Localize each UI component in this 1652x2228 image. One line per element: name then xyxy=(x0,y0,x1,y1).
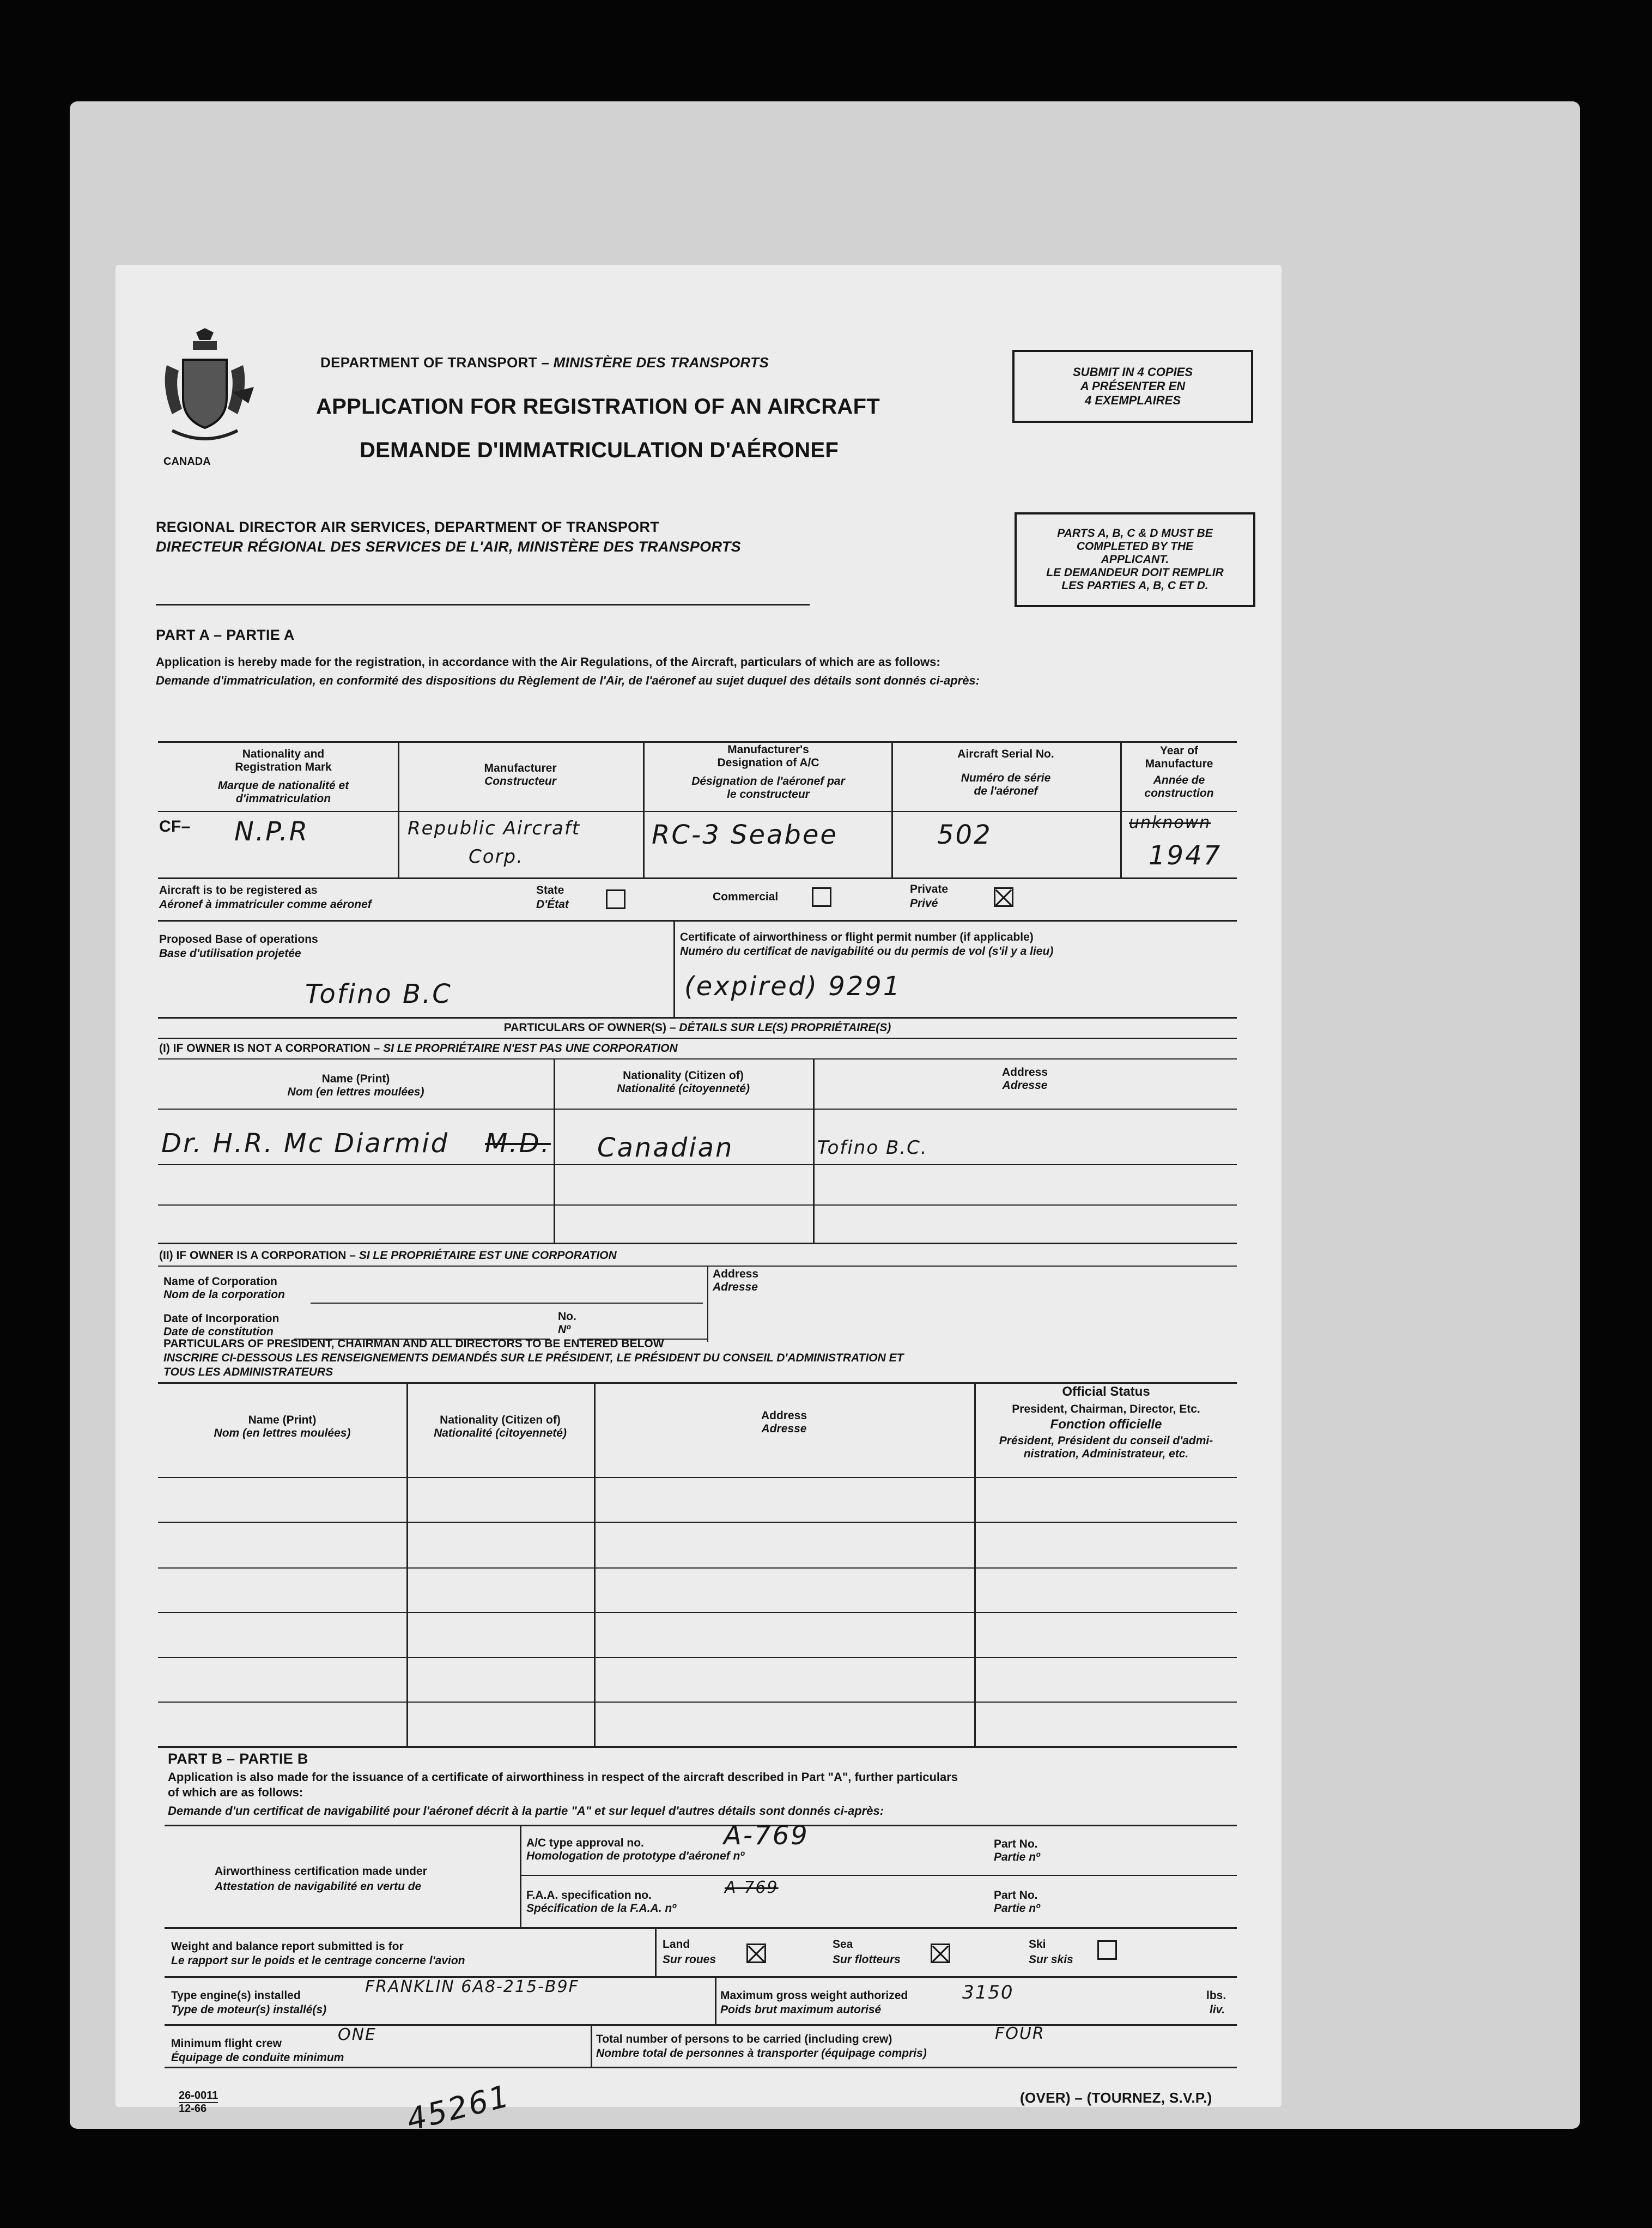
form-number: 26-0011 xyxy=(179,2090,218,2103)
registered-as-fr: Aéronef à immatriculer comme aéronef xyxy=(159,898,372,911)
weight-col xyxy=(655,1927,657,1977)
weight-label-fr: Le rapport sur le poids et le centrage concerne l'avion xyxy=(171,1954,465,1967)
submit-line-1: SUBMIT IN 4 COPIES xyxy=(1072,365,1193,379)
land-checkbox[interactable] xyxy=(746,1944,766,1963)
year-struck-value: unknown xyxy=(1129,813,1211,832)
faa-label-fr: Spécification de la F.A.A. nº xyxy=(526,1902,676,1915)
submit-copies-box xyxy=(1012,350,1253,423)
owner-address-header-en: Address xyxy=(1001,1066,1048,1079)
reg-mark-value: N.P.R xyxy=(234,816,309,847)
corp-heading xyxy=(159,1249,617,1262)
manufacturer-value-2: Corp. xyxy=(469,846,524,868)
part-no-label-2-fr: Partie nº xyxy=(994,1902,1040,1915)
department-en: DEPARTMENT OF TRANSPORT – xyxy=(320,354,554,371)
cert-label-en: Certificate of airworthiness or flight permit number (if applicable) xyxy=(680,931,1034,943)
dir-status-fr: Fonction officielle xyxy=(1050,1417,1162,1432)
dir-status-header xyxy=(975,1385,1237,1461)
liv-label: liv. xyxy=(1210,2003,1225,2016)
weight-row-bottom xyxy=(165,1976,1237,1978)
aircraft-table-bottom xyxy=(158,877,1237,879)
engine-label-fr: Type de moteur(s) installé(s) xyxy=(171,2003,327,2016)
sea-label-fr: Sur flotteurs xyxy=(833,1953,901,1966)
dir-nationality-header-fr: Nationalité (citoyenneté) xyxy=(434,1427,567,1439)
corp-heading-fr: SI LE PROPRIÉTAIRE EST UNE CORPORATION xyxy=(359,1249,617,1262)
not-corp-heading xyxy=(159,1042,678,1055)
part-no-label-1-fr: Partie nº xyxy=(994,1851,1040,1863)
owners-row-line xyxy=(158,1164,1237,1165)
incorp-no-label: No. xyxy=(558,1310,576,1323)
parts-line-2: COMPLETED BY THE xyxy=(1076,540,1194,553)
col-designation xyxy=(654,743,883,801)
col-year xyxy=(1123,744,1235,800)
base-row-bottom xyxy=(158,1017,1237,1019)
persons-label-fr: Nombre total de personnes à transporter (équipage compris) xyxy=(596,2047,927,2060)
land-label: Land xyxy=(663,1938,690,1951)
directors-row-line xyxy=(158,1612,1237,1613)
corp-name-label-fr: Nom de la corporation xyxy=(163,1288,285,1301)
directors-header-bottom xyxy=(158,1477,1237,1478)
directors-row-line xyxy=(158,1567,1237,1569)
country-label: CANADA xyxy=(163,456,211,468)
dir-name-header-fr: Nom (en lettres moulées) xyxy=(214,1427,351,1439)
part-b-intro-en-1: Application is also made for the issuance of a certificate of airworthiness in respect of the aircraft described in Part "A", further particulars xyxy=(168,1770,958,1784)
faa-value: A-769 xyxy=(725,1878,779,1897)
ski-checkbox[interactable] xyxy=(1097,1940,1117,1960)
incorp-label-fr: Date de constitution xyxy=(163,1325,274,1338)
directors-heading-fr-2: TOUS LES ADMINISTRATEURS xyxy=(163,1366,333,1378)
file-number: 45261 xyxy=(403,2078,514,2139)
base-value: Tofino B.C xyxy=(305,979,452,1009)
owner-name-header-en: Name (Print) xyxy=(321,1073,390,1085)
owner-name-header xyxy=(158,1073,554,1099)
addressee-fr: DIRECTEUR RÉGIONAL DES SERVICES DE L'AIR, MINISTÈRE DES TRANSPORTS xyxy=(156,538,741,555)
col-manufacturer-fr: Constructeur xyxy=(484,775,556,788)
corp-address-divider xyxy=(707,1266,708,1342)
col-serial-en: Aircraft Serial No. xyxy=(957,748,1054,760)
owner-nationality-header-fr: Nationalité (citoyenneté) xyxy=(617,1082,750,1095)
designation-value: RC-3 Seabee xyxy=(652,820,838,850)
persons-label: Total number of persons to be carried (including crew) xyxy=(596,2033,892,2045)
ski-label: Ski xyxy=(1029,1938,1046,1951)
corp-heading-en: (II) IF OWNER IS A CORPORATION – xyxy=(159,1249,359,1262)
dir-address-header xyxy=(594,1409,974,1436)
corp-name-label: Name of Corporation xyxy=(163,1275,277,1288)
owner-address-header-fr: Adresse xyxy=(1002,1079,1048,1092)
submit-line-2: A PRÉSENTER EN xyxy=(1080,379,1186,393)
part-a-intro-en: Application is hereby made for the registration, in accordance with the Air Regulations, of the Aircraft, particulars of which are as follows: xyxy=(156,655,940,669)
year-value: 1947 xyxy=(1149,840,1222,871)
registered-as-en: Aircraft is to be registered as xyxy=(159,884,318,897)
dir-nationality-header-en: Nationality (Citizen of) xyxy=(440,1414,561,1426)
owners-heading-line xyxy=(158,1038,1237,1039)
engine-row-bottom xyxy=(165,2024,1237,2026)
incorp-no-label-fr: Nº xyxy=(558,1323,570,1336)
private-label-fr: Privé xyxy=(910,897,938,910)
owners-header-bottom xyxy=(158,1109,1237,1110)
col-registration-mark-fr: Marque de nationalité et d'immatriculation xyxy=(217,779,349,805)
aircraft-table-col xyxy=(891,741,893,877)
owner-nationality-value: Canadian xyxy=(597,1133,734,1163)
directors-heading: PARTICULARS OF PRESIDENT, CHAIRMAN AND ALL DIRECTORS TO BE ENTERED BELOW xyxy=(163,1337,664,1350)
owner-name-struck: M.D. xyxy=(485,1128,551,1159)
col-manufacturer-en: Manufacturer xyxy=(484,762,557,774)
type-approval-value: A-769 xyxy=(724,1820,809,1851)
private-checkbox[interactable] xyxy=(994,887,1013,907)
crew-col xyxy=(591,2024,592,2068)
ski-label-fr: Sur skis xyxy=(1029,1953,1073,1966)
addressee-en: REGIONAL DIRECTOR AIR SERVICES, DEPARTMENT OF TRANSPORT xyxy=(156,519,660,535)
dir-address-header-fr: Adresse xyxy=(761,1422,807,1435)
part-a-intro-fr: Demande d'immatriculation, en conformité des dispositions du Règlement de l'Air, de l'aéronef au sujet duquel des détails sont donnés ci-après: xyxy=(156,674,980,687)
faa-label: F.A.A. specification no. xyxy=(526,1889,652,1902)
part-b-bottom xyxy=(165,2067,1237,2068)
parts-line-4: LE DEMANDEUR DOIT REMPLIR xyxy=(1046,566,1224,579)
aircraft-table-row xyxy=(158,811,1237,812)
directors-row-line xyxy=(158,1657,1237,1658)
registered-row-bottom xyxy=(158,920,1237,922)
directors-row-line xyxy=(158,1522,1237,1523)
corp-address-label-fr: Adresse xyxy=(713,1281,758,1293)
owners-heading xyxy=(158,1021,1237,1034)
part-b-col xyxy=(520,1825,521,1928)
directors-bottom xyxy=(158,1746,1237,1748)
corp-heading-line xyxy=(158,1266,1237,1267)
over-label: (OVER) – (TOURNEZ, S.V.P.) xyxy=(1020,2090,1212,2106)
department-fr: MINISTÈRE DES TRANSPORTS xyxy=(553,354,769,371)
land-label-fr: Sur roues xyxy=(663,1953,716,1966)
part-b-intro-fr: Demande d'un certificat de navigabilité pour l'aéronef décrit à la partie "A" et sur lequel d'autres détails sont donnés ci-après: xyxy=(168,1804,884,1818)
col-serial-fr: Numéro de série de l'aéronef xyxy=(961,772,1051,797)
col-registration-mark-en: Nationality and Registration Mark xyxy=(235,748,332,773)
base-label-en: Proposed Base of operations xyxy=(159,933,318,946)
cert-value: (expired) 9291 xyxy=(684,971,902,1002)
directors-row-line xyxy=(158,1702,1237,1703)
parts-required-box xyxy=(1015,512,1255,607)
directors-heading-line xyxy=(158,1382,1237,1384)
dir-name-header-en: Name (Print) xyxy=(248,1414,317,1426)
dir-status-fr-2: Président, Président du conseil d'admi- xyxy=(999,1434,1213,1447)
col-year-fr: Année de construction xyxy=(1144,774,1214,800)
aircraft-table-col xyxy=(398,741,399,877)
crew-label-fr: Équipage de conduite minimum xyxy=(171,2051,344,2064)
dir-name-header xyxy=(158,1414,406,1440)
part-b-intro-en-2: of which are as follows: xyxy=(168,1785,303,1799)
owners-heading-en: PARTICULARS OF OWNER(S) – xyxy=(503,1021,679,1034)
aircraft-table-col xyxy=(643,741,645,877)
max-weight-value: 3150 xyxy=(962,1982,1014,2003)
corp-name-underline xyxy=(311,1303,703,1304)
owner-address-header xyxy=(813,1066,1237,1092)
engine-label: Type engine(s) installed xyxy=(171,1989,301,2002)
manufacturer-value: Republic Aircraft xyxy=(408,818,581,839)
commercial-label: Commercial xyxy=(713,891,779,903)
engine-value: FRANKLIN 6A8-215-B9F xyxy=(365,1977,579,1996)
incorp-label: Date of Incorporation xyxy=(163,1312,280,1325)
serial-value: 502 xyxy=(937,820,992,850)
submit-line-3: 4 EXEMPLAIRES xyxy=(1084,393,1181,407)
weight-label: Weight and balance report submitted is for xyxy=(171,1940,404,1953)
addressee-line xyxy=(156,604,810,606)
type-approval-label: A/C type approval no. xyxy=(526,1837,644,1849)
col-registration-mark xyxy=(174,748,392,806)
reg-prefix: CF– xyxy=(159,818,191,836)
engine-col xyxy=(715,1976,716,2025)
persons-value: FOUR xyxy=(995,2024,1045,2043)
private-label: Private xyxy=(910,883,949,895)
max-weight-label: Maximum gross weight authorized xyxy=(720,1989,908,2002)
max-weight-label-fr: Poids brut maximum autorisé xyxy=(720,2003,882,2016)
directors-col xyxy=(594,1382,596,1747)
part-b-row-bottom xyxy=(165,1927,1237,1929)
crew-label: Minimum flight crew xyxy=(171,2037,282,2050)
cert-made-label: Airworthiness certification made under xyxy=(215,1865,427,1878)
owner-name-header-fr: Nom (en lettres moulées) xyxy=(287,1086,424,1098)
lbs-label: lbs. xyxy=(1206,1989,1226,2002)
parts-line-1: PARTS A, B, C & D MUST BE xyxy=(1057,527,1213,540)
part-a-heading: PART A – PARTIE A xyxy=(156,627,295,643)
directors-heading-fr-1: INSCRIRE CI-DESSOUS LES RENSEIGNEMENTS DEMANDÉS SUR LE PRÉSIDENT, LE PRÉSIDENT DU CONSEIL D'ADMINISTRATION ET xyxy=(163,1352,904,1364)
parts-line-5: LES PARTIES A, B, C ET D. xyxy=(1061,579,1208,592)
base-label-fr: Base d'utilisation projetée xyxy=(159,947,301,960)
col-designation-fr: Désignation de l'aéronef par le constructeur xyxy=(691,775,845,801)
form-date: 12-66 xyxy=(179,2103,207,2115)
col-serial xyxy=(897,748,1115,798)
cert-label-fr: Numéro du certificat de navigabilité ou du permis de vol (s'il y a lieu) xyxy=(680,945,1054,958)
dir-status-en: Official Status xyxy=(1062,1384,1150,1399)
owner-name-value: Dr. H.R. Mc Diarmid xyxy=(161,1128,450,1159)
form-title-fr: DEMANDE D'IMMATRICULATION D'AÉRONEF xyxy=(360,438,839,462)
parts-line-3: APPLICANT. xyxy=(1101,553,1169,566)
aircraft-table-top xyxy=(158,741,1237,743)
corp-address-label: Address xyxy=(713,1268,759,1280)
dir-nationality-header xyxy=(406,1414,594,1440)
canada-coat-of-arms-icon xyxy=(150,327,259,452)
part-b-table-top xyxy=(165,1825,1237,1826)
part-b-heading: PART B – PARTIE B xyxy=(168,1751,308,1767)
owners-bottom xyxy=(158,1243,1237,1244)
owner-nationality-header xyxy=(554,1069,813,1095)
cert-made-label-fr: Attestation de navigabilité en vertu de xyxy=(215,1880,422,1893)
part-b-mid-line xyxy=(520,1875,1237,1876)
crew-value: ONE xyxy=(338,2025,377,2044)
sea-checkbox[interactable] xyxy=(931,1944,950,1963)
dir-address-header-en: Address xyxy=(761,1409,807,1422)
part-no-label-2: Part No. xyxy=(994,1889,1038,1902)
sea-label: Sea xyxy=(833,1938,853,1951)
commercial-checkbox[interactable] xyxy=(812,887,831,907)
owner-address-value: Tofino B.C. xyxy=(817,1137,928,1159)
part-no-label-1: Part No. xyxy=(994,1838,1038,1850)
owners-heading-fr: DÉTAILS SUR LE(S) PROPRIÉTAIRE(S) xyxy=(679,1021,891,1034)
col-designation-en: Manufacturer's Designation of A/C xyxy=(717,743,819,769)
not-corp-fr: SI LE PROPRIÉTAIRE N'EST PAS UNE CORPORATION xyxy=(383,1042,678,1055)
type-approval-label-fr: Homologation de prototype d'aéronef nº xyxy=(526,1850,744,1862)
department-label xyxy=(320,354,769,371)
state-label: State xyxy=(536,884,564,897)
dir-status-en-2: President, Chairman, Director, Etc. xyxy=(1012,1403,1200,1415)
aircraft-table-col xyxy=(1120,741,1122,877)
not-corp-en: (I) IF OWNER IS NOT A CORPORATION – xyxy=(159,1042,384,1055)
dir-status-fr-3: nistration, Administrateur, etc. xyxy=(1023,1448,1189,1460)
state-checkbox[interactable] xyxy=(606,889,625,909)
state-label-fr: D'État xyxy=(536,898,569,911)
form-title-en: APPLICATION FOR REGISTRATION OF AN AIRCRAFT xyxy=(316,395,880,419)
col-year-en: Year of Manufacture xyxy=(1145,744,1213,770)
not-corp-line xyxy=(158,1058,1237,1059)
owners-row-line xyxy=(158,1204,1237,1206)
col-manufacturer xyxy=(403,762,637,788)
owner-nationality-header-en: Nationality (Citizen of) xyxy=(623,1069,744,1082)
base-divider xyxy=(673,920,675,1018)
